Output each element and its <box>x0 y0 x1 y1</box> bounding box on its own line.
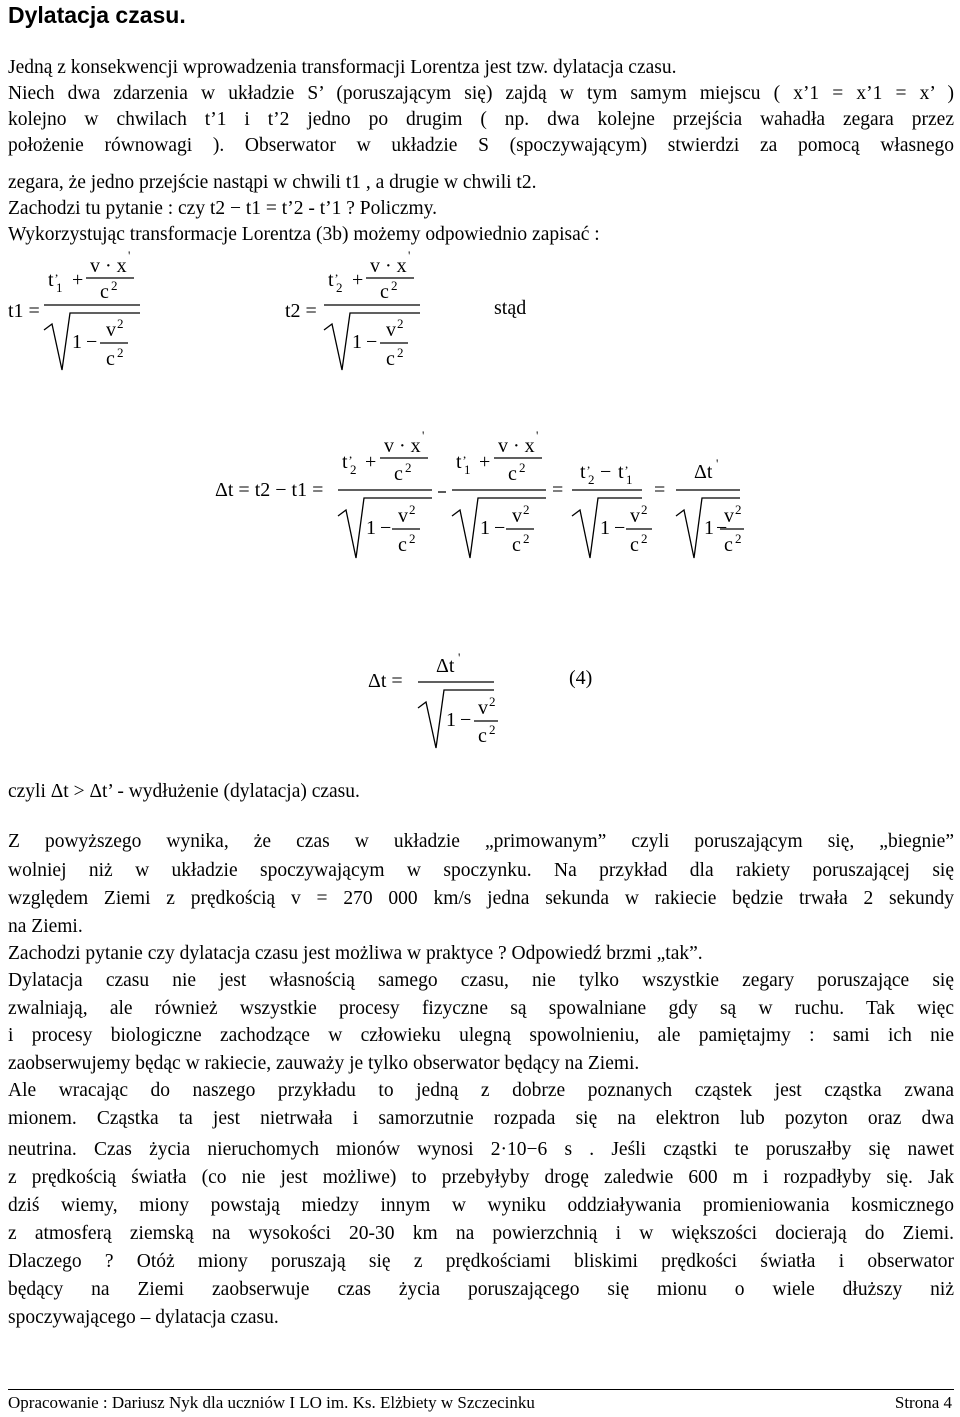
svg-text:−: − <box>380 517 392 539</box>
svg-text:': ' <box>408 248 411 263</box>
svg-text:,: , <box>463 446 467 461</box>
svg-text:1: 1 <box>480 517 490 539</box>
svg-text:': ' <box>422 428 425 443</box>
svg-text:2: 2 <box>397 345 404 360</box>
svg-text:2: 2 <box>391 278 398 293</box>
svg-text:c: c <box>386 348 395 370</box>
svg-text:1: 1 <box>72 331 82 353</box>
svg-text:2: 2 <box>519 460 526 475</box>
svg-text:c: c <box>380 281 389 303</box>
eq-lhs-t1: t1 = <box>8 300 40 322</box>
intro-line-5: zegara, że jedno przejście nastąpi w chwili t1 , a drugie w chwili t2. <box>8 172 537 193</box>
eq-lhs-t2: t2 = <box>285 300 317 322</box>
svg-text:t: t <box>328 269 334 291</box>
svg-text:v: v <box>630 505 640 527</box>
p4-line-7: Dlaczego ? Otóż miony poruszają się z prędkościami bliskimi prędkości światła i obserwator <box>8 1251 954 1272</box>
svg-text:2: 2 <box>117 316 124 331</box>
svg-text:': ' <box>536 428 539 443</box>
svg-text:=: = <box>654 479 666 501</box>
svg-text:t: t <box>618 461 624 483</box>
delta-t-equation <box>0 430 960 580</box>
svg-text:v · x: v · x <box>384 435 421 457</box>
svg-text:2: 2 <box>523 531 530 546</box>
svg-text:2: 2 <box>117 345 124 360</box>
footer-author: Opracowanie : Dariusz Nyk dla uczniów I LO im. Ks. Elżbiety w Szczecinku <box>8 1393 535 1412</box>
svg-text:+: + <box>72 269 84 291</box>
svg-text:1: 1 <box>704 517 714 539</box>
svg-text:v: v <box>398 505 408 527</box>
svg-text:1: 1 <box>464 462 471 477</box>
p4-line-3: neutrina. Czas życia nieruchomych mionów wynosi 2·10−6 s . Jeśli cząstki te poruszałby się nawet <box>8 1139 954 1160</box>
p4-line-2: mionem. Cząstka ta jest nietrwała i samorzutnie rozpada się na elektron lub pozyton oraz dwa <box>8 1108 954 1129</box>
svg-text:c: c <box>478 725 487 747</box>
p1-line-2: wolniej niż w układzie spoczywającym w spoczynku. Na przykład dla rakiety poruszającej się <box>8 860 954 881</box>
svg-text:': ' <box>128 248 131 263</box>
svg-text:2: 2 <box>523 502 530 517</box>
svg-text:c: c <box>508 463 517 485</box>
p4-line-8: będący na Ziemi zaobserwuje czas życia poruszającego się mionu o wiele dłuższy niż <box>8 1279 954 1300</box>
svg-text:+: + <box>365 451 377 473</box>
p4-line-1: Ale wracając do naszego przykładu to jedną z dobrze poznanych cząstek jest cząstka zwana <box>8 1080 954 1101</box>
svg-text:': ' <box>458 650 461 665</box>
svg-text:2: 2 <box>405 460 412 475</box>
eq4-lhs: Δt = <box>368 670 403 692</box>
svg-text:v · x: v · x <box>498 435 535 457</box>
svg-text:v · x: v · x <box>90 255 127 277</box>
p3-line-1: Dylatacja czasu nie jest własnością samego czasu, nie tylko wszystkie zegary poruszające się <box>8 970 954 991</box>
svg-text:c: c <box>630 534 639 556</box>
svg-text:c: c <box>100 281 109 303</box>
svg-text:1: 1 <box>446 709 456 731</box>
svg-text:1: 1 <box>352 331 362 353</box>
page-title: Dylatacja czasu. <box>8 2 186 28</box>
intro-line-4: położenie równowagi ). Obserwator w układzie S (spoczywającym) stwierdzi za pomocą własnego <box>8 135 954 156</box>
svg-text:=: = <box>552 479 564 501</box>
svg-text:−: − <box>86 331 98 353</box>
svg-text:,: , <box>587 456 591 471</box>
svg-text:−: − <box>614 517 626 539</box>
svg-text:1: 1 <box>600 517 610 539</box>
eq-stad: stąd <box>494 297 527 319</box>
svg-text:c: c <box>398 534 407 556</box>
p3-line-2: zwalniają, ale również wszystkie procesy fizyczne są spowalniane gdy są w ruchu. Tak więc <box>8 998 954 1019</box>
svg-text:+: + <box>479 451 491 473</box>
p1-line-3: względem Ziemi z prędkością v = 270 000 km/s jedna sekunda w rakiecie będzie trwała 2 sekundy <box>8 888 954 909</box>
p3-line-3: i procesy biologiczne zachodzące w człowieku ulegną spowolnieniu, ale pamiętajmy : sami ich nie <box>8 1025 954 1046</box>
eq-delta-lhs: Δt = t2 − t1 = <box>215 479 324 501</box>
svg-text:2: 2 <box>397 316 404 331</box>
p4-line-9: spoczywającego – dylatacja czasu. <box>8 1307 279 1328</box>
intro-line-2: Niech dwa zdarzenia w układzie S’ (poruszającym się) zajdą w tym samym miejscu ( x’1 = x’1 = x’ ) <box>8 83 954 104</box>
svg-text:2: 2 <box>735 502 742 517</box>
intro-line-3: kolejno w chwilach t’1 i t’2 jedno po drugim ( np. dwa kolejne przejścia wahadła zegara przez <box>8 109 954 130</box>
svg-text:2: 2 <box>735 531 742 546</box>
p2-line: Zachodzi pytanie czy dylatacja czasu jest możliwa w praktyce ? Odpowiedź brzmi „tak”. <box>8 943 703 964</box>
svg-text:Δt: Δt <box>436 655 455 677</box>
svg-text:1: 1 <box>366 517 376 539</box>
svg-text:': ' <box>716 456 719 471</box>
intro-line-6: Zachodzi tu pytanie : czy t2 − t1 = t’2 - t’1 ? Policzmy. <box>8 198 438 219</box>
intro-line-1: Jedną z konsekwencji wprowadzenia transformacji Lorentza jest tzw. dylatacja czasu. <box>8 57 677 78</box>
svg-text:2: 2 <box>641 502 648 517</box>
svg-text:2: 2 <box>588 472 595 487</box>
svg-text:2: 2 <box>350 462 357 477</box>
intro-line-7: Wykorzystując transformacje Lorentza (3b) możemy odpowiednio zapisać : <box>8 224 600 245</box>
svg-text:c: c <box>512 534 521 556</box>
svg-text:v: v <box>512 505 522 527</box>
svg-text:−: − <box>716 517 728 539</box>
equation-4 <box>0 650 960 750</box>
svg-text:v: v <box>478 697 488 719</box>
svg-text:−: − <box>600 461 612 483</box>
p4-line-5: dziś wiemy, miony powstają miedzy innym w wyniku oddziaływania promieniowania kosmicznego <box>8 1195 954 1216</box>
svg-text:−: − <box>460 709 472 731</box>
footer-divider <box>8 1389 954 1390</box>
svg-text:,: , <box>55 264 59 279</box>
svg-text:2: 2 <box>489 694 496 709</box>
svg-text:,: , <box>335 264 339 279</box>
svg-text:v: v <box>724 505 734 527</box>
lorentz-equations <box>0 250 960 390</box>
svg-text:−: − <box>366 331 378 353</box>
svg-text:−: − <box>494 517 506 539</box>
svg-text:1: 1 <box>626 472 633 487</box>
svg-text:t: t <box>342 451 348 473</box>
svg-text:2: 2 <box>489 722 496 737</box>
svg-text:v: v <box>386 319 396 341</box>
svg-text:t: t <box>48 269 54 291</box>
svg-text:t: t <box>456 451 462 473</box>
p1-line-4: na Ziemi. <box>8 916 83 937</box>
svg-text:2: 2 <box>336 280 343 295</box>
svg-text:+: + <box>352 269 364 291</box>
svg-text:Δt: Δt <box>694 461 713 483</box>
p4-line-4: z prędkością światła (co nie jest możliwe) to przebyłyby drogę zaledwie 600 m i rozpadłyby się. Jak <box>8 1167 954 1188</box>
p3-line-4: zaobserwujemy będąc w rakiecie, zauważy je tylko obserwator będący na Ziemi. <box>8 1053 640 1074</box>
svg-text:1: 1 <box>56 280 63 295</box>
svg-text:v: v <box>106 319 116 341</box>
svg-text:2: 2 <box>111 278 118 293</box>
footer-page-number: Strona 4 <box>894 1393 952 1412</box>
svg-text:,: , <box>625 456 629 471</box>
svg-text:,: , <box>349 446 353 461</box>
equation-number: (4) <box>569 667 593 689</box>
svg-text:2: 2 <box>409 531 416 546</box>
svg-text:2: 2 <box>641 531 648 546</box>
p4-line-6: z atmosferą ziemską na wysokości 20-30 km na powierzchnią i w większości docierają do Ziemi. <box>8 1223 954 1244</box>
p1-line-1: Z powyższego wynika, że czas w układzie „primowanym” czyli poruszającym się, „biegnie” <box>8 831 954 852</box>
svg-text:2: 2 <box>409 502 416 517</box>
svg-text:c: c <box>394 463 403 485</box>
svg-text:t: t <box>580 461 586 483</box>
svg-text:c: c <box>106 348 115 370</box>
svg-text:c: c <box>724 534 733 556</box>
czyli-line: czyli Δt > Δt’ - wydłużenie (dylatacja) czasu. <box>8 781 360 802</box>
svg-text:v · x: v · x <box>370 255 407 277</box>
